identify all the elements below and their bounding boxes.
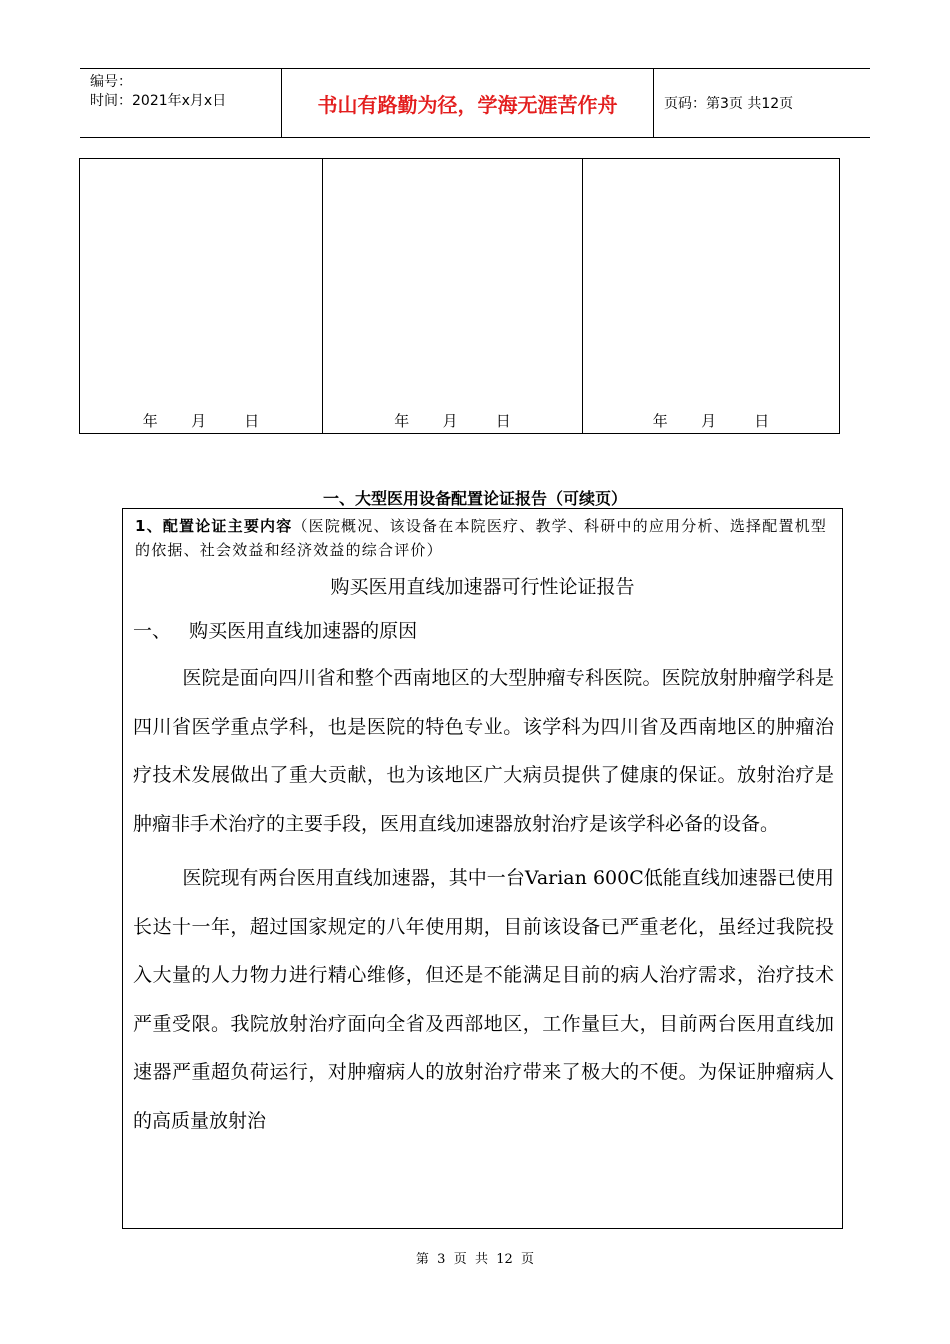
document-header	[80, 68, 870, 138]
header-page-code: 页码：第3页 共12页	[664, 96, 794, 112]
intro-note: （医院概况、该设备在本院医疗、教学、科研中的应用分析、选择配置机型的依据、社会效益和经济效益的综合评价）	[135, 517, 828, 559]
time-label: 时间：2021年x月x日	[90, 93, 227, 109]
section-title: 一、大型医用设备配置论证报告（可续页）	[322, 489, 627, 508]
paragraph-2: 医院现有两台医用直线加速器，其中一台Varian 600C低能直线加速器已使用长达十一年，超过国家规定的八年使用期，目前该设备已严重老化，虽经过我院投入大量的人力物力进行精心维修，但还是不能满足目前的病人治疗需求，治疗技术严重受限。我院放射治疗面向全省及西部地区，工作量巨大，目前两台医用直线加速器严重超负荷运行，对肿瘤病人的放射治疗带来了极大的不便。为保证肿瘤病人的高质量放射治	[133, 867, 834, 1132]
signature-table	[79, 158, 840, 434]
page-footer: 第 3 页 共 12 页	[415, 1252, 535, 1267]
number-label: 编号：	[90, 74, 132, 90]
signature-date-2: 年 月 日	[394, 412, 511, 430]
signature-cell-3	[583, 159, 839, 433]
intro-heading: 1、配置论证主要内容	[135, 517, 293, 535]
signature-cell-2	[323, 159, 583, 433]
section-heading-1: 一、 购买医用直线加速器的原因	[133, 620, 418, 642]
signature-date-1: 年 月 日	[142, 412, 260, 430]
signature-cell-1	[80, 159, 323, 433]
paragraph-1: 医院是面向四川省和整个西南地区的大型肿瘤专科医院。医院放射肿瘤学科是四川省医学重点学科，也是医院的特色专业。该学科为四川省及西南地区的肿瘤治疗技术发展做出了重大贡献，也为该地区广大病员提供了健康的保证。放射治疗是肿瘤非手术治疗的主要手段，医用直线加速器放射治疗是该学科必备的设备。	[133, 667, 834, 835]
intro-text	[123, 509, 842, 562]
report-title: 购买医用直线加速器可行性论证报告	[330, 576, 635, 598]
header-motto: 书山有路勤为径，学海无涯苦作舟	[282, 69, 654, 137]
signature-date-3: 年 月 日	[652, 412, 770, 430]
header-meta	[80, 69, 282, 137]
content-box	[122, 508, 843, 1229]
